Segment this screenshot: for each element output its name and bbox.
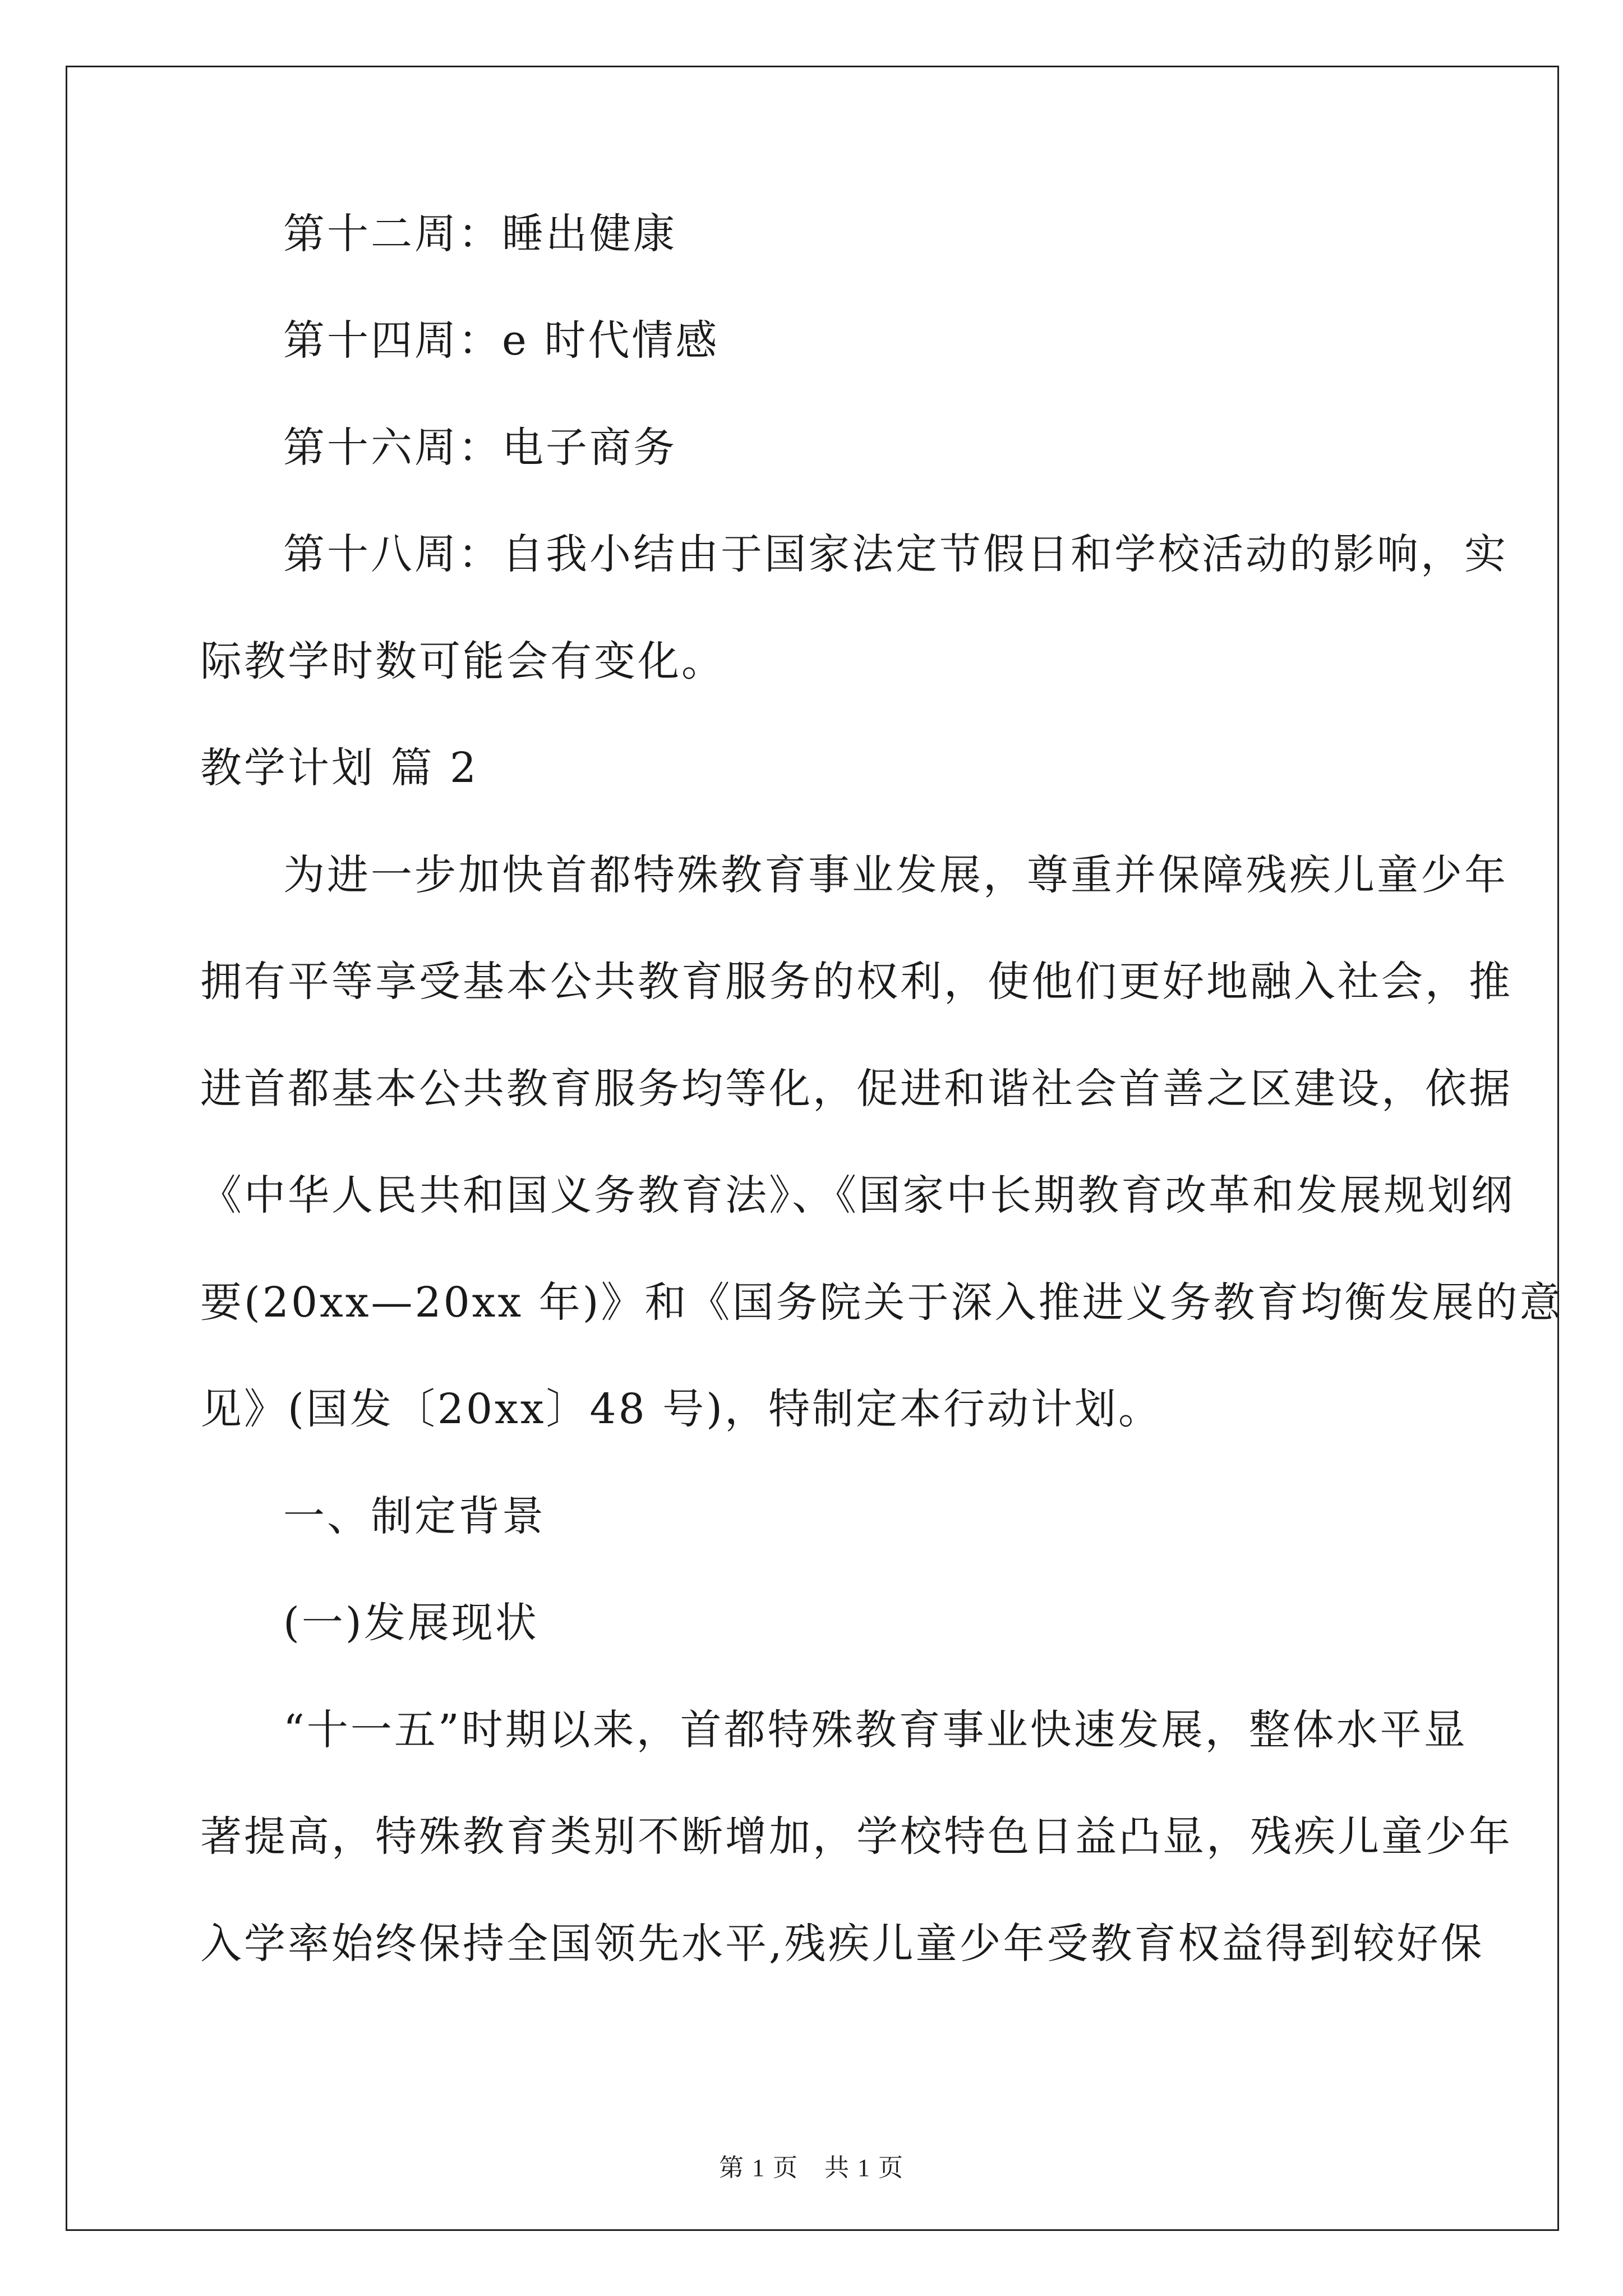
text-line: 第十四周：e 时代情感 bbox=[283, 316, 720, 365]
page-border bbox=[66, 66, 1559, 2231]
text-line: 《中华人民共和国义务教育法》、《国家中长期教育改革和发展规划纲 bbox=[200, 1171, 1515, 1220]
text-line: 进首都基本公共教育服务均等化，促进和谐社会首善之区建设，依据 bbox=[200, 1065, 1513, 1113]
text-line: 际教学时数可能会有变化。 bbox=[200, 637, 725, 685]
text-line: 著提高，特殊教育类别不断增加，学校特色日益凸显，残疾儿童少年 bbox=[200, 1812, 1513, 1861]
page-footer: 第 1 页 共 1 页 bbox=[719, 2154, 904, 2182]
text-line: 第十八周：自我小结由于国家法定节假日和学校活动的影响，实 bbox=[283, 530, 1508, 578]
text-line: 要(20xx—20xx 年)》和《国务院关于深入推进义务教育均衡发展的意 bbox=[200, 1278, 1564, 1327]
text-line: 第十六周：电子商务 bbox=[283, 424, 677, 472]
text-line: 拥有平等享受基本公共教育服务的权利，使他们更好地融入社会，推 bbox=[200, 958, 1513, 1006]
text-line: 见》(国发〔20xx〕48 号)，特制定本行动计划。 bbox=[200, 1385, 1163, 1433]
section-heading: 教学计划 篇 2 bbox=[200, 744, 479, 792]
subheading: 一、制定背景 bbox=[283, 1492, 546, 1540]
text-line: 为进一步加快首都特殊教育事业发展，尊重并保障残疾儿童少年 bbox=[283, 851, 1508, 899]
text-line: 入学率始终保持全国领先水平,残疾儿童少年受教育权益得到较好保 bbox=[200, 1920, 1484, 1968]
text-line: 第十二周：睡出健康 bbox=[283, 210, 677, 258]
text-line: “十一五”时期以来，首都特殊教育事业快速发展，整体水平显 bbox=[283, 1706, 1468, 1754]
subheading: (一)发展现状 bbox=[283, 1599, 539, 1647]
